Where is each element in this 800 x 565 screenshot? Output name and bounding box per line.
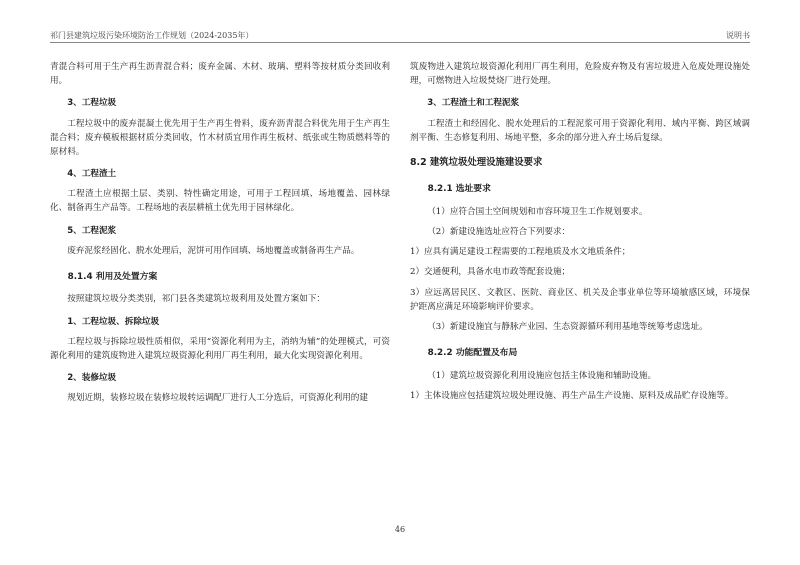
- heading-engineering-demolition-waste: 1、工程垃圾、拆除垃圾: [67, 316, 160, 327]
- section-heading-8-2: 8.2 建筑垃圾处理设施建设要求: [410, 156, 543, 168]
- paragraph: 工程渣土和经固化、脱水处理后的工程泥浆可用于资源化利用、域内平衡、跨区域调剂平衡、生态修复利用、场地平整，多余的部分进入弃土场后复绿。: [410, 118, 750, 143]
- list-item: （3）新建设施宜与静脉产业园、生态资源循环利用基地等统筹考虑选址。: [427, 321, 708, 332]
- list-item: （1）建筑垃圾资源化利用设施应包括主体设施和辅助设施。: [427, 370, 657, 381]
- page-number: 46: [394, 525, 406, 534]
- running-header-title: 祁门县建筑垃圾污染环境防治工作规划（2024-2035年）: [50, 31, 254, 40]
- list-item: （2）新建设施选址应符合下列要求：: [427, 227, 571, 238]
- heading-decoration-waste: 2、装修垃圾: [67, 373, 117, 384]
- section-heading-8-1-4: 8.1.4 利用及处置方案: [67, 271, 158, 282]
- section-heading-8-2-1: 8.2.1 选址要求: [427, 184, 491, 195]
- paragraph: 工程垃圾中的废弃混凝土优先用于生产再生骨料，废弃沥青混合料优先用于生产再生混合料；废弃模板根据材质分类回收，竹木材质宜用作再生板材、纸张或生物质燃料等的原材料。: [50, 118, 390, 157]
- heading-muck-and-slurry: 3、工程渣土和工程泥浆: [427, 98, 520, 109]
- heading-engineering-slurry: 5、工程泥浆: [67, 225, 117, 236]
- list-item: 3）应远离居民区、文教区、医院、商业区、机关及企事业单位等环境敏感区域，环境保护距离应满足环境影响评价要求。: [410, 287, 750, 312]
- paragraph: 废弃泥浆经固化、脱水处理后，泥饼可用作回填、场地覆盖或制备再生产品。: [67, 245, 360, 256]
- running-header-doc-type: 说明书: [726, 31, 750, 40]
- heading-engineering-waste: 3、工程垃圾: [67, 98, 117, 109]
- paragraph: 工程渣土应根据土层、类别、特性确定用途，可用于工程回填、场地覆盖、园林绿化、制备再生产品等。工程场地的表层耕植土优先用于园林绿化。: [50, 189, 390, 214]
- left-column: [50, 60, 390, 411]
- right-column: [410, 60, 750, 409]
- paragraph: 筑废物进入建筑垃圾资源化利用厂再生利用，危险废弃物及有害垃圾进入危废处理设施处理，可燃物进入垃圾焚烧厂进行处理。: [410, 62, 750, 87]
- list-item: 1）主体设施应包括建筑垃圾处理设施、再生产品生产设施、原料及成品贮存设施等。: [410, 390, 734, 401]
- heading-engineering-muck: 4、工程渣土: [67, 169, 117, 180]
- list-item: 2）交通便利，具备水电市政等配套设施；: [410, 267, 571, 278]
- section-heading-8-2-2: 8.2.2 功能配置及布局: [427, 348, 518, 359]
- list-item: 1）应具有满足建设工程需要的工程地质及水文地质条件；: [410, 247, 631, 258]
- paragraph: 规划近期，装修垃圾在装修垃圾转运调配厂进行人工分选后，可资源化利用的建: [67, 393, 368, 404]
- list-item: （1）应符合国土空间规划和市容环境卫生工作规划要求。: [427, 206, 648, 217]
- paragraph: 工程垃圾与拆除垃圾性质相似，采用“资源化利用为主，消纳为辅”的处理模式，可资源化利用的建筑废物进入建筑垃圾资源化利用厂再生利用，最大化实现资源化利用。: [50, 336, 390, 361]
- paragraph: 青混合料可用于生产再生沥青混合料；废弃金属、木材、玻璃、塑料等按材质分类回收利用。: [50, 62, 390, 87]
- header-rule: [50, 42, 750, 43]
- paragraph: 按照建筑垃圾分类类别，祁门县各类建筑垃圾利用及处置方案如下：: [67, 294, 326, 305]
